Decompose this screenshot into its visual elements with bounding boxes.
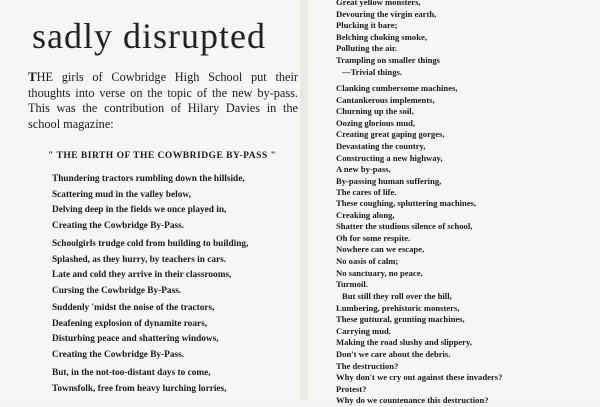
poem-line: Splashed, as they hurry, by teachers in cars. [52,254,227,265]
poem-line: Thundering tractors rumbling down the hillside, [52,174,245,184]
poem-line: Polluting the air. [336,43,398,54]
poem-line: Turmoil. [336,279,368,290]
poem-line: Cursing the Cowbridge By-Pass. [52,285,182,296]
poem-line: But still they roll over the hill, [342,291,452,301]
headline: sadly disrupted [32,16,266,56]
poem-line: A new by-pass, [336,164,391,175]
poem-line: Creating the Cowbridge By-Pass. [52,220,185,231]
poem-line: Shatter the studious silence of school, [336,221,473,232]
poem-line: Trampling on smaller things [336,54,441,65]
poem-line: Churning up the soil, [336,106,414,117]
left-stanza-3 [52,301,219,363]
poem-line: Devouring the virgin earth, [336,8,437,19]
poem-line: The cares of life. [336,187,397,198]
poem-line: Deafening explosion of dynamite roars, [52,318,208,329]
poem-line: Carrying mud. [336,325,391,336]
poem-line: Townsfolk, free from heavy lurching lorries, [52,383,227,394]
poem-line: Protest? [336,383,367,394]
poem-line: By-passing human suffering, [336,175,442,186]
right-stanza-2 [336,83,458,199]
poem-line: Oozing glorious mud, [336,117,416,128]
poem-line: Great yellow monsters, [336,0,421,7]
poem-line: Plucking it bare; [336,20,398,31]
left-stanza-4 [52,366,226,397]
intro-paragraph [28,69,298,132]
right-column [336,0,600,406]
poem-line: Clanking cumbersome machines, [336,83,458,93]
poem-line: No oasis of calm; [336,255,399,266]
poem-line: Suddenly 'midst the noise of the tractors, [52,303,215,313]
poem-line: Late and cold they arrive in their classrooms, [52,270,232,280]
right-stanza-3 [336,198,476,291]
poem-line: Constructing a new highway, [336,152,443,163]
poem-line: These guttural, grunting machines, [336,314,465,325]
poem-line: Delving deep in the fields we once played in, [52,205,227,215]
poem-line: Making the road slushy and slippery, [336,337,472,348]
left-stanza-2 [52,237,248,299]
poem-line: Creating the Cowbridge By-Pass. [52,349,185,360]
poem-title: " THE BIRTH OF THE COWBRIDGE BY-PASS " [48,151,277,161]
poem-line: Oh for some respite. [336,232,411,243]
poem-line: Devastating the country, [336,140,426,151]
intro-text: HE girls of Cowbridge High School put their thoughts into verse on the topic of the new by-pass. This was the contribution of Hilary Davies in the school magazine: [28,70,298,131]
poem-line: Disturbing peace and shattering windows, [52,334,219,344]
poem-line: But, in the not-too-distant days to come, [52,368,211,378]
right-stanza-1 [336,0,440,78]
poem-line: Creating great gaping gorges, [336,129,445,140]
poem-line: Lumbering, prehistoric monsters, [336,302,460,313]
poem-line: No sanctuary, no peace, [336,267,423,278]
left-stanza-1 [52,172,245,234]
poem-line: —Trivial things. [342,66,403,77]
column-gutter [300,0,308,400]
poem-line: Scattering mud in the valley below, [52,189,191,200]
poem-line: These coughing, spluttering machines, [336,198,477,208]
intro-dropcap: T [28,69,37,84]
poem-line: Cantankerous implements, [336,94,435,105]
poem-line: Nowhere can we escape, [336,244,425,255]
poem-line: Why don't we cry out against these invaders? [336,372,503,383]
poem-line: Belching choking smoke, [336,31,427,42]
poem-line: Creaking along, [336,209,395,220]
poem-line: Why do we countenance this destruction? [336,395,489,406]
poem-line: Don't we care about the debris. [336,348,451,359]
right-stanza-4 [336,291,502,407]
poem-line: The destruction? [336,360,399,371]
poem-line: Schoolgirls trudge cold from building to building, [52,239,249,249]
